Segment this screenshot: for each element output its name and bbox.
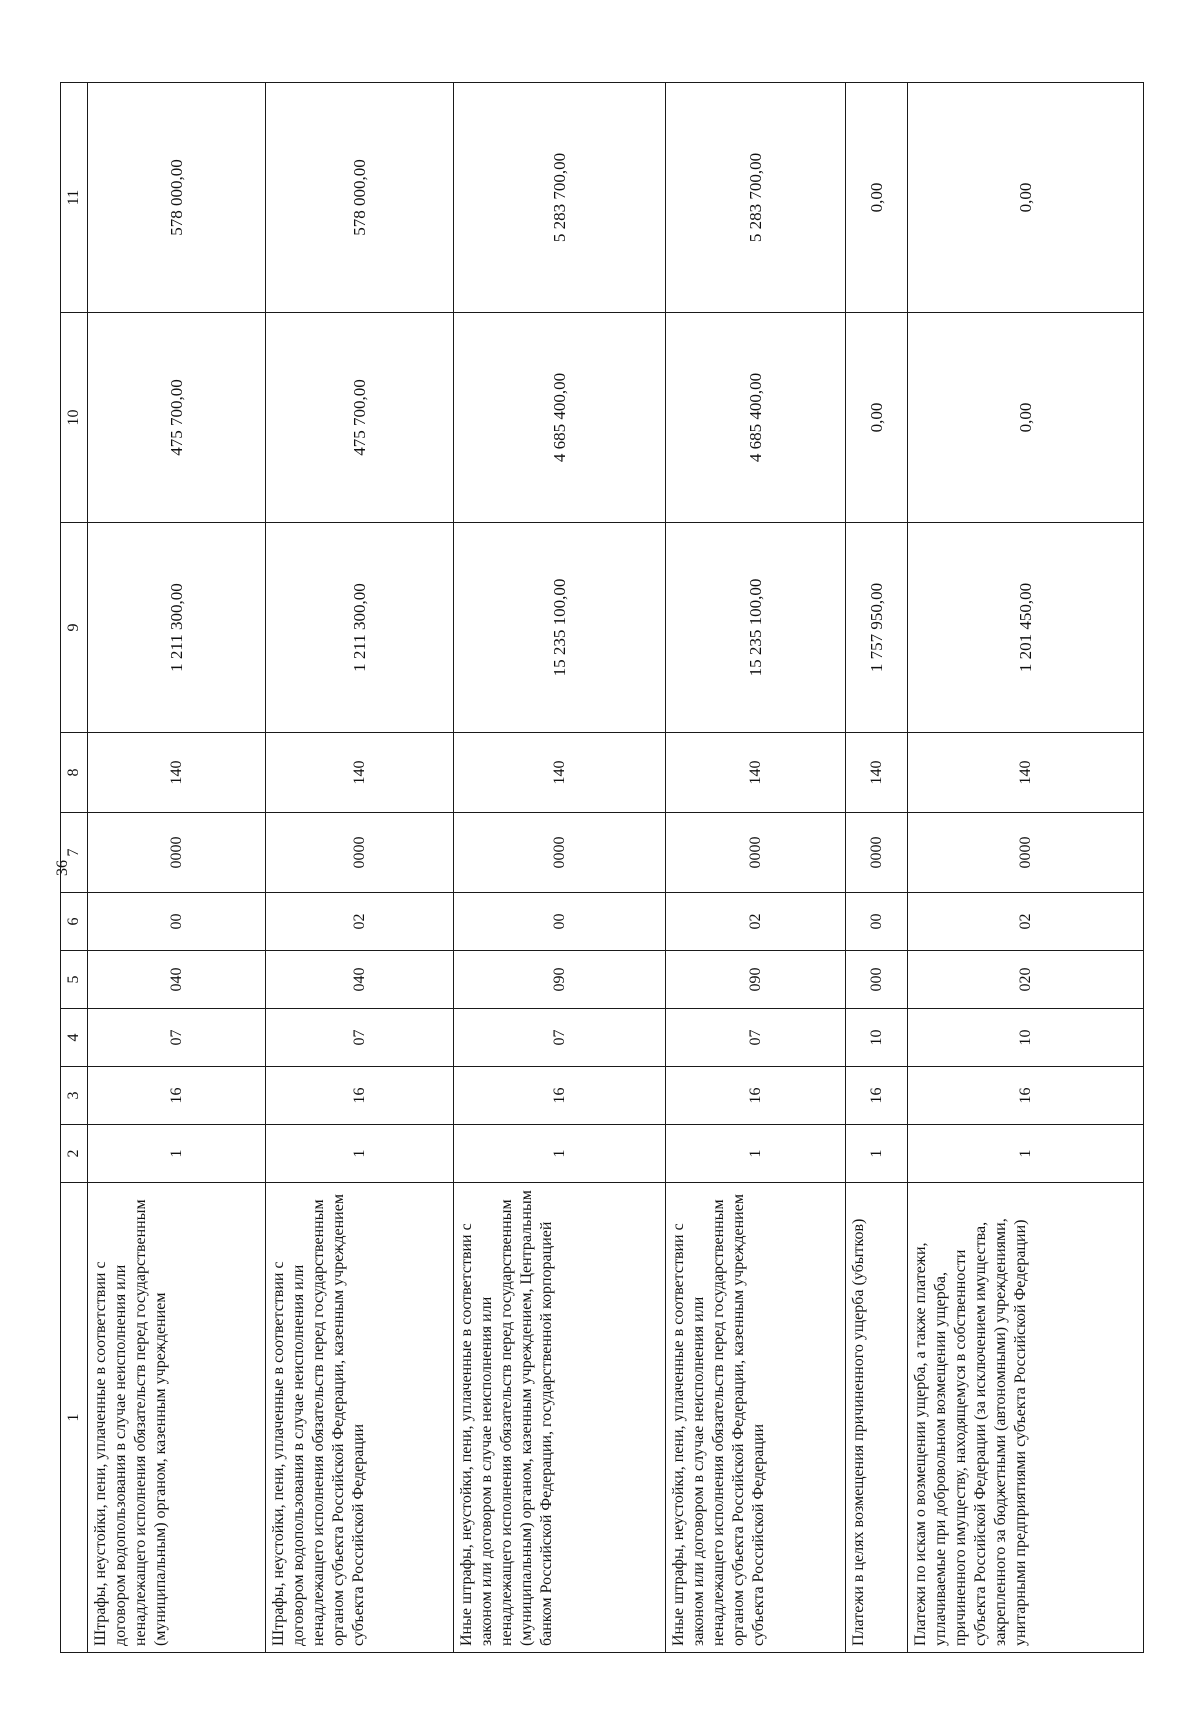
column-header: 3 [61, 1067, 88, 1125]
table-row [266, 83, 454, 1653]
code-cell: 140 [666, 733, 846, 813]
row-label: Платежи в целях возмещения причиненного ущерба (убытков) [846, 1183, 908, 1653]
code-cell: 040 [88, 951, 266, 1009]
amount-cell: 475 700,00 [88, 313, 266, 523]
budget-revenue-table-sheet [60, 83, 1140, 1653]
code-cell: 1 [266, 1125, 454, 1183]
row-label: Штрафы, неустойки, пени, уплаченные в соответствии с договором водопользования в случае неисполнения или ненадлежащего исполнения обязательств перед государственным органом субъекта Российской Федерации, казенным учреждением субъекта Российской Федерации [266, 1183, 454, 1653]
amount-cell: 1 211 300,00 [266, 523, 454, 733]
table-row [454, 83, 666, 1653]
code-cell: 07 [88, 1009, 266, 1067]
code-cell: 16 [846, 1067, 908, 1125]
amount-cell: 15 235 100,00 [454, 523, 666, 733]
row-label: Штрафы, неустойки, пени, уплаченные в соответствии с договором водопользования в случае неисполнения или ненадлежащего исполнения обязательств перед государственным (муниципальным) органом, казенным учреждением [88, 1183, 266, 1653]
code-cell: 090 [666, 951, 846, 1009]
code-cell: 0000 [454, 813, 666, 893]
column-header: 2 [61, 1125, 88, 1183]
amount-cell: 15 235 100,00 [666, 523, 846, 733]
code-cell: 0000 [266, 813, 454, 893]
code-cell: 1 [908, 1125, 1144, 1183]
amount-cell: 5 283 700,00 [454, 83, 666, 313]
code-cell: 140 [88, 733, 266, 813]
code-cell: 00 [454, 893, 666, 951]
code-cell: 07 [454, 1009, 666, 1067]
code-cell: 16 [266, 1067, 454, 1125]
amount-cell: 0,00 [846, 313, 908, 523]
amount-cell: 5 283 700,00 [666, 83, 846, 313]
column-header: 4 [61, 1009, 88, 1067]
amount-cell: 0,00 [908, 313, 1144, 523]
amount-cell: 1 211 300,00 [88, 523, 266, 733]
column-header: 5 [61, 951, 88, 1009]
column-header: 10 [61, 313, 88, 523]
code-cell: 07 [666, 1009, 846, 1067]
column-header: 6 [61, 893, 88, 951]
row-label: Иные штрафы, неустойки, пени, уплаченные в соответствии с законом или договором в случае неисполнения или ненадлежащего исполнения обязательств перед государственным (муниципальным) органом, казенным учреждением, Центральным банком Российской Федерации, государственной корпорацией [454, 1183, 666, 1653]
amount-cell: 578 000,00 [266, 83, 454, 313]
code-cell: 10 [846, 1009, 908, 1067]
amount-cell: 1 757 950,00 [846, 523, 908, 733]
amount-cell: 4 685 400,00 [666, 313, 846, 523]
amount-cell: 475 700,00 [266, 313, 454, 523]
code-cell: 140 [908, 733, 1144, 813]
amount-cell: 1 201 450,00 [908, 523, 1144, 733]
table-row [88, 83, 266, 1653]
code-cell: 02 [908, 893, 1144, 951]
code-cell: 1 [846, 1125, 908, 1183]
amount-cell: 578 000,00 [88, 83, 266, 313]
code-cell: 02 [266, 893, 454, 951]
column-number-row [61, 83, 88, 1653]
amount-cell: 0,00 [908, 83, 1144, 313]
code-cell: 1 [454, 1125, 666, 1183]
code-cell: 16 [908, 1067, 1144, 1125]
code-cell: 02 [666, 893, 846, 951]
table-row [666, 83, 846, 1653]
code-cell: 0000 [908, 813, 1144, 893]
code-cell: 10 [908, 1009, 1144, 1067]
code-cell: 140 [266, 733, 454, 813]
amount-cell: 0,00 [846, 83, 908, 313]
code-cell: 0000 [666, 813, 846, 893]
column-header: 9 [61, 523, 88, 733]
amount-cell: 4 685 400,00 [454, 313, 666, 523]
code-cell: 16 [88, 1067, 266, 1125]
row-label: Иные штрафы, неустойки, пени, уплаченные в соответствии с законом или договором в случае неисполнения или ненадлежащего исполнения обязательств перед государственным органом субъекта Российской Федерации, казенным учреждением субъекта Российской Федерации [666, 1183, 846, 1653]
page-number: 36 [54, 860, 71, 876]
code-cell: 140 [454, 733, 666, 813]
table-row [846, 83, 908, 1653]
code-cell: 16 [666, 1067, 846, 1125]
code-cell: 16 [454, 1067, 666, 1125]
table-row [908, 83, 1144, 1653]
row-label: Платежи по искам о возмещении ущерба, а также платежи, уплачиваемые при добровольном возмещении ущерба, причиненного имуществу, находящемуся в собственности субъекта Российской Федерации (за исключением имущества, закрепленного за бюджетными (автономными) учреждениями, унитарными предприятиями субъекта Российской Федерации) [908, 1183, 1144, 1653]
column-header: 1 [61, 1183, 88, 1653]
code-cell: 020 [908, 951, 1144, 1009]
column-header: 7 [61, 813, 88, 893]
code-cell: 0000 [846, 813, 908, 893]
column-header: 8 [61, 733, 88, 813]
code-cell: 040 [266, 951, 454, 1009]
budget-revenue-table [60, 82, 1144, 1653]
code-cell: 0000 [88, 813, 266, 893]
column-header: 11 [61, 83, 88, 313]
code-cell: 090 [454, 951, 666, 1009]
code-cell: 140 [846, 733, 908, 813]
code-cell: 00 [88, 893, 266, 951]
code-cell: 1 [666, 1125, 846, 1183]
code-cell: 07 [266, 1009, 454, 1067]
code-cell: 00 [846, 893, 908, 951]
code-cell: 1 [88, 1125, 266, 1183]
code-cell: 000 [846, 951, 908, 1009]
